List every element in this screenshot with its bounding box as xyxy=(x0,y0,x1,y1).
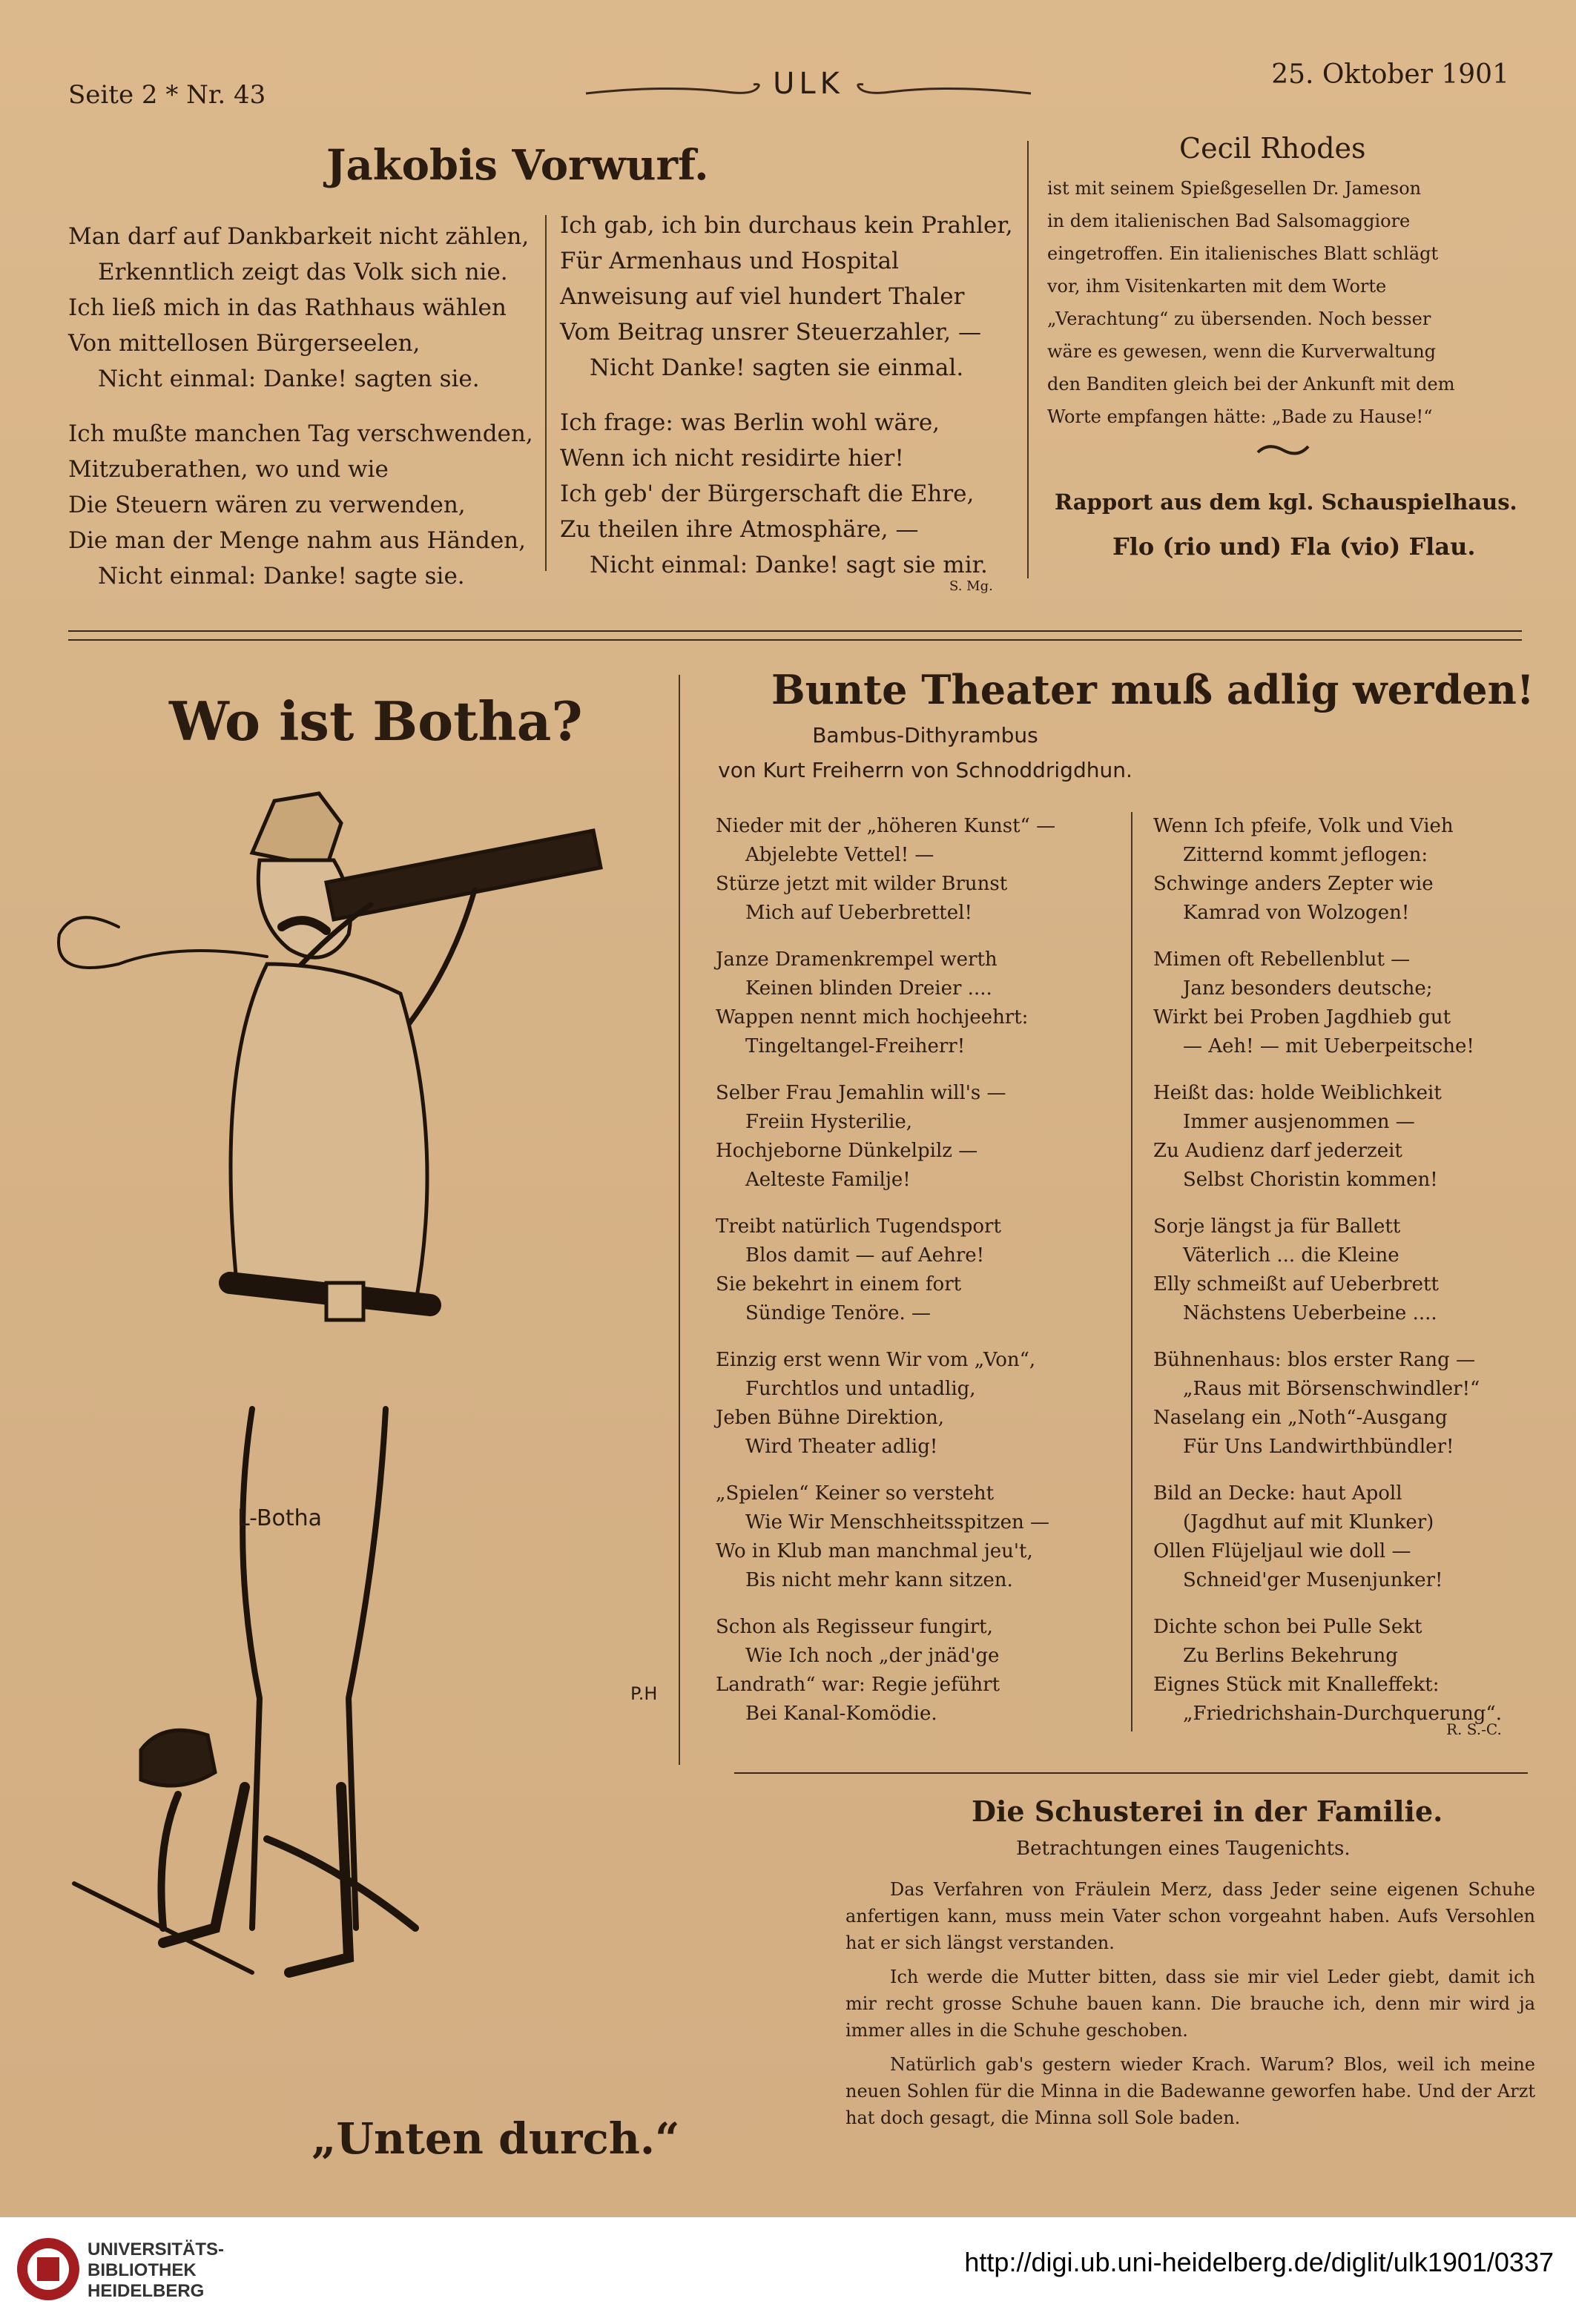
poem-line: Zitternd kommt jeflogen: xyxy=(1183,844,1428,866)
poem-line: Man darf auf Dankbarkeit nicht zählen, xyxy=(68,223,530,250)
poem-line: Wenn Ich pfeife, Volk und Vieh xyxy=(1153,815,1454,837)
poem-line: Sündige Tenöre. — xyxy=(745,1302,932,1324)
schusterei-subtitle: Betrachtungen eines Taugenichts. xyxy=(1016,1838,1351,1860)
digital-library-url[interactable]: http://digi.ub.uni-heidelberg.de/diglit/ulk1901/0337 xyxy=(964,2247,1554,2277)
poem-line: Wenn ich nicht residirte hier! xyxy=(560,445,904,472)
schusterei-title: Die Schusterei in der Familie. xyxy=(972,1795,1443,1828)
rhodes-line: wäre es gewesen, wenn die Kurverwaltung xyxy=(1047,341,1437,362)
masthead xyxy=(578,62,1038,114)
poem-line: Wie Ich noch „der jnäd'ge xyxy=(745,1645,1000,1667)
library-name-line: HEIDELBERG xyxy=(88,2281,205,2301)
poem-line: Vom Beitrag unsrer Steuerzahler, — xyxy=(560,319,981,346)
poem-line: Blos damit — auf Aehre! xyxy=(745,1244,985,1267)
rhodes-text xyxy=(1047,172,1514,433)
rhodes-line: ist mit seinem Spießgesellen Dr. Jameson xyxy=(1047,178,1422,199)
poem-line: Tingeltangel-Freiherr! xyxy=(745,1035,966,1057)
bunte-title: Bunte Theater muß adlig werden! xyxy=(771,666,1534,713)
poem-line: Ich frage: was Berlin wohl wäre, xyxy=(560,409,940,436)
poem-line: Dichte schon bei Pulle Sekt xyxy=(1153,1616,1422,1638)
library-footer xyxy=(0,2217,1576,2324)
poem-line: Erkenntlich zeigt das Volk sich nie. xyxy=(98,259,508,285)
library-name xyxy=(88,2239,224,2302)
poem-line: Jeben Bühne Direktion, xyxy=(716,1407,945,1429)
rhodes-line: Worte empfangen hätte: „Bade zu Hause!“ xyxy=(1047,406,1433,427)
section-divider xyxy=(68,630,1522,632)
rhodes-line: „Verachtung“ zu übersenden. Noch besser xyxy=(1047,308,1431,329)
poem-line: „Friedrichshain-Durchquerung“. xyxy=(1183,1703,1502,1725)
bunte-author: von Kurt Freiherrn von Schnoddrigdhun. xyxy=(718,758,1132,782)
poem-line: Schwinge anders Zepter wie xyxy=(1153,873,1434,895)
poem-line: Anweisung auf viel hundert Thaler xyxy=(560,283,965,310)
jakobis-signature: S. Mg. xyxy=(949,578,993,594)
page-number: Seite 2 * Nr. 43 xyxy=(68,80,266,110)
poem-line: Selbst Choristin kommen! xyxy=(1183,1169,1438,1191)
poem-line: Keinen blinden Dreier .... xyxy=(745,977,992,1000)
poem-line: Bild an Decke: haut Apoll xyxy=(1153,1482,1402,1505)
poem-line: Mimen oft Rebellenblut — xyxy=(1153,948,1411,971)
poem-line: Ich gab, ich bin durchaus kein Prahler, xyxy=(560,212,1013,239)
cartoon-label-botha: L-Botha xyxy=(237,1505,323,1531)
column-divider xyxy=(1131,812,1132,1732)
poem-line: Väterlich ... die Kleine xyxy=(1183,1244,1399,1267)
poem-line: Ich mußte manchen Tag verschwenden, xyxy=(68,420,533,447)
body-paragraph: Natürlich gab's gestern wieder Krach. Warum? Blos, weil ich meine neuen Sohlen für die Minna in die Badewanne geworfen habe. Und der Arzt hat doch gesagt, die Minna soll Sole baden. xyxy=(845,2054,1535,2128)
section-divider xyxy=(68,639,1522,641)
poem-line: Von mittellosen Bürgerseelen, xyxy=(68,330,421,357)
rhodes-line: den Banditen gleich bei der Ankunft mit dem xyxy=(1047,374,1455,395)
poem-line: Eignes Stück mit Knalleffekt: xyxy=(1153,1674,1440,1696)
poem-line: Kamrad von Wolzogen! xyxy=(1183,902,1410,924)
poem-line: Heißt das: holde Weiblichkeit xyxy=(1153,1082,1442,1104)
body-paragraph: Ich werde die Mutter bitten, dass sie mir viel Leder giebt, damit ich mir recht grosse Schuhe bauen kann. Die brauche ich, denn mir wird ja immer alles in die Schuhe geschoben. xyxy=(845,1967,1535,2041)
poem-line: Die man der Menge nahm aus Händen, xyxy=(68,527,526,554)
poem-line: Wirkt bei Proben Jagdhieb gut xyxy=(1153,1006,1451,1029)
poem-line: Immer ausjenommen — xyxy=(1183,1111,1415,1133)
poem-line: Bis nicht mehr kann sitzen. xyxy=(745,1569,1013,1591)
poem-line: Wie Wir Menschheitsspitzen — xyxy=(745,1511,1049,1534)
poem-line: Für Uns Landwirthbündler! xyxy=(1183,1436,1454,1458)
poem-line: Sorje längst ja für Ballett xyxy=(1153,1215,1401,1238)
rapport-line: Rapport aus dem kgl. Schauspielhaus. xyxy=(1055,489,1517,515)
bunte-subtitle: Bambus-Dithyrambus xyxy=(812,723,1038,747)
issue-date: 25. Oktober 1901 xyxy=(1271,59,1509,90)
poem-line: Stürze jetzt mit wilder Brunst xyxy=(716,873,1008,895)
poem-line: Bühnenhaus: blos erster Rang — xyxy=(1153,1349,1476,1371)
poem-line: Freiin Hysterilie, xyxy=(745,1111,913,1133)
poem-line: Für Armenhaus und Hospital xyxy=(560,248,900,274)
library-name-line: UNIVERSITÄTS- xyxy=(88,2239,225,2259)
poem-line: Janz besonders deutsche; xyxy=(1183,977,1433,1000)
poem-line: Wird Theater adlig! xyxy=(745,1436,938,1458)
poem-line: Abjelebte Vettel! — xyxy=(745,844,934,866)
poem-line: Wappen nennt mich hochjeehrt: xyxy=(716,1006,1029,1029)
poem-line: Furchtlos und untadlig, xyxy=(745,1378,976,1400)
column-divider xyxy=(1027,141,1029,578)
poem-line: Janze Dramenkrempel werth xyxy=(716,948,998,971)
column-divider xyxy=(545,215,547,571)
cartoon-artist-signature: P.H xyxy=(630,1683,658,1704)
poem-line: Nicht Danke! sagten sie einmal. xyxy=(590,354,964,381)
poem-line: Selber Frau Jemahlin will's — xyxy=(716,1082,1006,1104)
rhodes-line: eingetroffen. Ein italienisches Blatt schlägt xyxy=(1047,243,1439,264)
poem-line: Bei Kanal-Komödie. xyxy=(745,1703,937,1725)
poem-line: Naselang ein „Noth“-Ausgang xyxy=(1153,1407,1448,1429)
rhodes-title: Cecil Rhodes xyxy=(1179,132,1366,165)
poem-line: — Aeh! — mit Ueberpeitsche! xyxy=(1183,1035,1474,1057)
library-name-line: BIBLIOTHEK xyxy=(88,2260,197,2280)
poem-line: Nicht einmal: Danke! sagt sie mir. xyxy=(590,552,988,578)
jakobis-col1 xyxy=(68,219,543,594)
poem-line: Elly schmeißt auf Ueberbrett xyxy=(1153,1273,1439,1295)
column-divider xyxy=(679,675,680,1765)
poem-line: Wo in Klub man manchmal jeu't, xyxy=(716,1540,1033,1562)
poem-line: Nicht einmal: Danke! sagte sie. xyxy=(98,563,465,590)
poem-line: Hochjeborne Dünkelpilz — xyxy=(716,1140,978,1162)
poem-line: Treibt natürlich Tugendsport xyxy=(716,1215,1001,1238)
masthead-title: ULK xyxy=(773,67,844,101)
ornament-icon xyxy=(1253,439,1313,461)
jakobis-title: Jakobis Vorwurf. xyxy=(326,141,709,190)
poem-line: Schon als Regisseur fungirt, xyxy=(716,1616,993,1638)
university-seal-icon xyxy=(15,2234,82,2305)
rhodes-line: vor, ihm Visitenkarten mit dem Worte xyxy=(1047,276,1387,297)
bunte-col1 xyxy=(716,812,1116,1746)
poem-line: Sie bekehrt in einem fort xyxy=(716,1273,962,1295)
poem-line: Zu Audienz darf jederzeit xyxy=(1153,1140,1402,1162)
poem-line: Nächstens Ueberbeine .... xyxy=(1183,1302,1437,1324)
poem-line: Landrath“ war: Regie jeführt xyxy=(716,1674,1000,1696)
poem-line: Ich ließ mich in das Rathhaus wählen xyxy=(68,294,507,321)
poem-line: Schneid'ger Musenjunker! xyxy=(1183,1569,1443,1591)
poem-line: (Jagdhut auf mit Klunker) xyxy=(1183,1511,1434,1534)
section-divider xyxy=(734,1772,1528,1774)
poem-line: Die Steuern wären zu verwenden, xyxy=(68,492,466,518)
poem-line: Mitzuberathen, wo und wie xyxy=(68,456,389,483)
poem-line: Nieder mit der „höheren Kunst“ — xyxy=(716,815,1056,837)
poem-line: „Raus mit Börsenschwindler!“ xyxy=(1183,1378,1480,1400)
poem-line: „Spielen“ Keiner so versteht xyxy=(716,1482,995,1505)
rhodes-line: in dem italienischen Bad Salsomaggiore xyxy=(1047,211,1411,231)
bunte-col2 xyxy=(1153,812,1539,1746)
poem-line: Mich auf Ueberbrettel! xyxy=(745,902,972,924)
botha-caption: „Unten durch.“ xyxy=(311,2113,680,2164)
flo-line: Flo (rio und) Fla (vio) Flau. xyxy=(1112,532,1476,561)
poem-line: Ich geb' der Bürgerschaft die Ehre, xyxy=(560,481,975,507)
botha-cartoon-illustration xyxy=(30,771,667,2091)
body-paragraph: Das Verfahren von Fräulein Merz, dass Jeder seine eigenen Schuhe anfertigen kann, muss mein Vater schon vorgeahnt haben. Aufs Versohlen hat er sich längst verstanden. xyxy=(845,1879,1535,1953)
poem-line: Zu Berlins Bekehrung xyxy=(1183,1645,1398,1667)
poem-line: Ollen Flüjeljaul wie doll — xyxy=(1153,1540,1411,1562)
schusterei-body xyxy=(845,1876,1535,2139)
botha-title: Wo ist Botha? xyxy=(169,690,583,753)
bunte-signature: R. S.-C. xyxy=(1446,1720,1502,1738)
jakobis-col2 xyxy=(560,208,1020,583)
poem-line: Zu theilen ihre Atmosphäre, — xyxy=(560,516,919,543)
poem-line: Nicht einmal: Danke! sagten sie. xyxy=(98,366,480,392)
poem-line: Einzig erst wenn Wir vom „Von“, xyxy=(716,1349,1036,1371)
poem-line: Aelteste Familje! xyxy=(745,1169,911,1191)
